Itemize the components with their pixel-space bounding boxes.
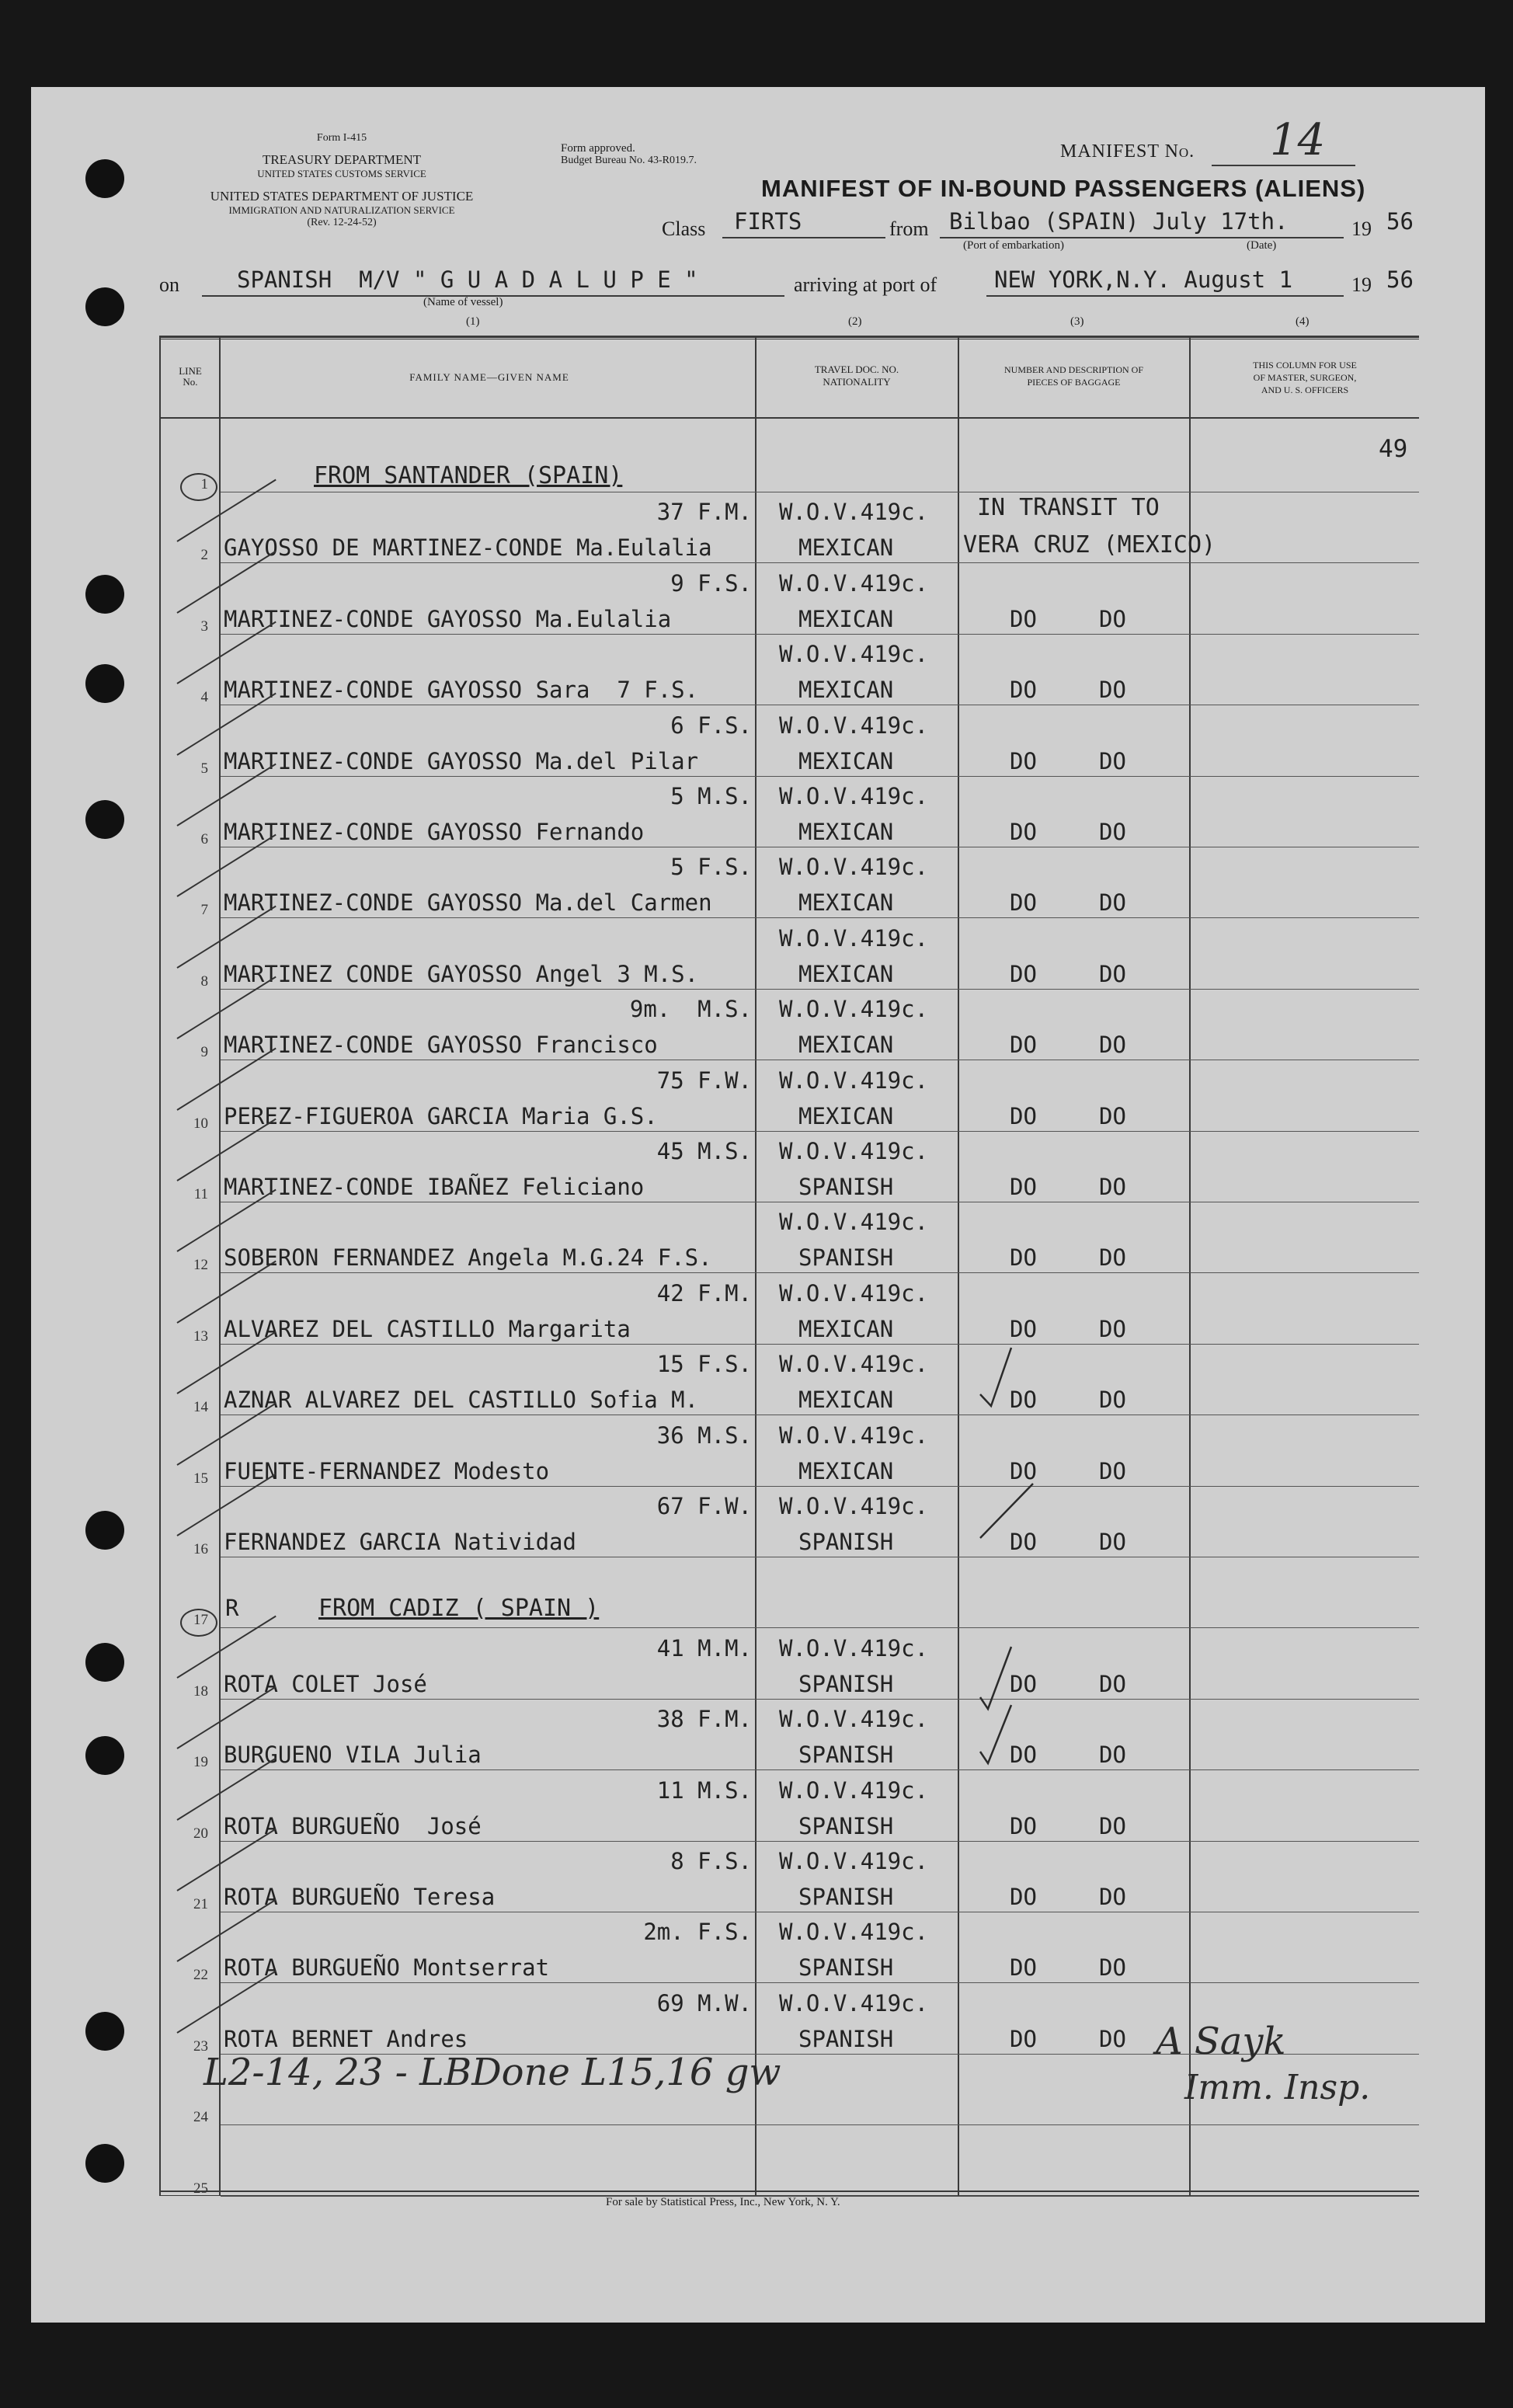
row-number: 9 — [200, 1044, 208, 1060]
section-cadiz: FROM CADIZ ( SPAIN ) — [318, 1595, 600, 1622]
vessel-caption: (Name of vessel) — [423, 296, 503, 308]
manifest-number: 14 — [1270, 115, 1326, 165]
check-mark-icon — [980, 1705, 1011, 1763]
header-no: No. — [183, 376, 198, 388]
row-number: 23 — [193, 2038, 208, 2055]
baggage-ditto-1: DO — [1010, 1244, 1037, 1271]
nationality: MEXICAN — [798, 1387, 894, 1413]
ins-service: IMMIGRATION AND NATURALIZATION SERVICE — [228, 204, 455, 216]
baggage-ditto-2: DO — [1099, 1316, 1126, 1342]
age-sex-status: 2m. F.S. — [643, 1919, 752, 1945]
nationality: SPANISH — [798, 1529, 894, 1555]
from-label: from — [889, 217, 929, 240]
baggage-ditto-2: DO — [1099, 961, 1126, 987]
passenger-name: AZNAR ALVAREZ DEL CASTILLO Sofia M. — [224, 1387, 699, 1413]
baggage-ditto-1: DO — [1010, 1671, 1037, 1697]
travel-doc: W.O.V.419c. — [779, 1280, 929, 1307]
col-num-4: (4) — [1296, 315, 1310, 328]
age-sex-status: 15 F.S. — [656, 1351, 752, 1377]
travel-doc: W.O.V.419c. — [779, 1635, 929, 1662]
baggage-ditto-2: DO — [1099, 1244, 1126, 1271]
from-value: Bilbao (SPAIN) July 17th. — [949, 208, 1289, 235]
age-sex-status: 75 F.W. — [656, 1067, 752, 1094]
nationality: SPANISH — [798, 1174, 894, 1200]
nationality: SPANISH — [798, 1813, 894, 1839]
baggage-ditto-1: DO — [1010, 1174, 1037, 1200]
travel-doc: W.O.V.419c. — [779, 1919, 929, 1945]
travel-doc: W.O.V.419c. — [779, 1422, 929, 1449]
age-sex-status: 36 M.S. — [656, 1422, 752, 1449]
nationality: MEXICAN — [798, 677, 894, 703]
passenger-name: MARTINEZ-CONDE GAYOSSO Francisco — [224, 1032, 658, 1058]
baggage-ditto-1: DO — [1010, 961, 1037, 987]
port-caption: (Port of embarkation) — [963, 239, 1064, 252]
baggage-ditto-1: DO — [1010, 819, 1037, 845]
baggage-ditto-1: DO — [1010, 748, 1037, 774]
travel-doc: W.O.V.419c. — [779, 499, 929, 525]
age-sex-status: 6 F.S. — [670, 712, 752, 739]
header-officers-3: AND U. S. OFFICERS — [1261, 385, 1349, 395]
year-value: 56 — [1386, 208, 1414, 235]
nationality: MEXICAN — [798, 606, 894, 632]
manifest-title: MANIFEST OF IN-BOUND PASSENGERS (ALIENS) — [761, 175, 1366, 202]
arrival-year: 56 — [1386, 266, 1414, 293]
baggage-ditto-2: DO — [1099, 1954, 1126, 1981]
passenger-name: MARTINEZ-CONDE GAYOSSO Fernando — [224, 819, 645, 845]
form-approved: Form approved. — [561, 142, 635, 155]
treasury-dept: TREASURY DEPARTMENT — [262, 152, 422, 167]
passenger-name: ALVAREZ DEL CASTILLO Margarita — [224, 1316, 631, 1342]
row-number: 5 — [200, 760, 208, 777]
travel-doc: W.O.V.419c. — [779, 1209, 929, 1235]
baggage-ditto-2: DO — [1099, 606, 1126, 632]
row-number: 20 — [193, 1825, 208, 1842]
row-number: 21 — [193, 1896, 208, 1912]
check-mark-icon — [980, 1484, 1033, 1538]
age-sex-status: 37 F.M. — [656, 499, 752, 525]
baggage-ditto-2: DO — [1099, 677, 1126, 703]
row-number: 11 — [193, 1186, 208, 1202]
nationality: SPANISH — [798, 1671, 894, 1697]
baggage-ditto-1: DO — [1010, 1742, 1037, 1768]
travel-doc: W.O.V.419c. — [779, 1351, 929, 1377]
class-label: Class — [662, 217, 706, 240]
nationality: SPANISH — [798, 1884, 894, 1910]
row-number: 17 — [193, 1612, 208, 1628]
travel-doc: W.O.V.419c. — [779, 996, 929, 1022]
nationality: SPANISH — [798, 2026, 894, 2052]
arrival-year-prefix: 19 — [1351, 273, 1372, 296]
travel-doc: W.O.V.419c. — [779, 641, 929, 667]
class-value: FIRTS — [734, 208, 802, 235]
manifest-no-label: MANIFEST No. — [1060, 141, 1195, 162]
baggage-ditto-2: DO — [1099, 1671, 1126, 1697]
baggage-ditto-2: DO — [1099, 2026, 1126, 2052]
age-sex-status: 67 F.W. — [656, 1493, 752, 1519]
row-number: 14 — [193, 1399, 208, 1415]
justice-dept: UNITED STATES DEPARTMENT OF JUSTICE — [210, 189, 474, 204]
header-baggage-2: PIECES OF BAGGAGE — [1027, 377, 1121, 388]
age-sex-status: 9m. M.S. — [629, 996, 752, 1022]
passenger-name: ROTA COLET José — [224, 1671, 427, 1697]
travel-doc: W.O.V.419c. — [779, 1493, 929, 1519]
baggage-ditto-1: DO — [1010, 1103, 1037, 1129]
baggage-ditto-1: DO — [1010, 1032, 1037, 1058]
arrival-port: NEW YORK,N.Y. August 1 — [994, 266, 1293, 293]
arriving-label: arriving at port of — [794, 273, 937, 296]
travel-doc: W.O.V.419c. — [779, 1067, 929, 1094]
baggage-ditto-2: DO — [1099, 1529, 1126, 1555]
row-number: 12 — [193, 1257, 208, 1273]
row-number: 10 — [193, 1115, 208, 1132]
age-sex-status: 11 M.S. — [656, 1777, 752, 1804]
baggage-ditto-1: DO — [1010, 1387, 1037, 1413]
nationality: MEXICAN — [798, 1103, 894, 1129]
travel-doc: W.O.V.419c. — [779, 783, 929, 809]
nationality: MEXICAN — [798, 534, 894, 561]
nationality: MEXICAN — [798, 819, 894, 845]
passenger-name: MARTINEZ-CONDE GAYOSSO Ma.del Pilar — [224, 748, 699, 774]
baggage-ditto-1: DO — [1010, 1316, 1037, 1342]
baggage-ditto-1: DO — [1010, 677, 1037, 703]
section-cadiz-r: R — [225, 1595, 239, 1621]
section-santander: FROM SANTANDER (SPAIN) — [314, 462, 623, 489]
age-sex-status: 45 M.S. — [656, 1138, 752, 1164]
row-number: 13 — [193, 1328, 208, 1345]
col-num-2: (2) — [848, 315, 862, 328]
baggage-ditto-2: DO — [1099, 1103, 1126, 1129]
header-baggage: NUMBER AND DESCRIPTION OF — [1003, 364, 1144, 375]
form-revision: (Rev. 12-24-52) — [307, 217, 377, 228]
passenger-name: MARTINEZ-CONDE GAYOSSO Ma.Eulalia — [224, 606, 672, 632]
baggage-ditto-2: DO — [1099, 748, 1126, 774]
travel-doc: W.O.V.419c. — [779, 925, 929, 952]
baggage-ditto-2: DO — [1099, 819, 1126, 845]
baggage-ditto-1: DO — [1010, 606, 1037, 632]
row-number: 8 — [200, 973, 208, 990]
header-name: FAMILY NAME—GIVEN NAME — [409, 371, 569, 383]
age-sex-status: 8 F.S. — [670, 1848, 752, 1874]
baggage-ditto-2: DO — [1099, 1813, 1126, 1839]
passenger-name: ROTA BERNET Andres — [224, 2026, 468, 2052]
travel-doc: W.O.V.419c. — [779, 570, 929, 597]
age-sex-status: 9 F.S. — [670, 570, 752, 597]
row-number: 19 — [193, 1754, 208, 1770]
travel-doc: W.O.V.419c. — [779, 1138, 929, 1164]
passenger-name: MARTINEZ-CONDE IBAÑEZ Feliciano — [224, 1174, 645, 1200]
age-sex-status: 5 F.S. — [670, 854, 752, 880]
budget-bureau: Budget Bureau No. 43-R019.7. — [561, 155, 697, 166]
nationality: MEXICAN — [798, 961, 894, 987]
customs-service: UNITED STATES CUSTOMS SERVICE — [257, 168, 426, 179]
travel-doc: W.O.V.419c. — [779, 1706, 929, 1732]
passenger-name: SOBERON FERNANDEZ Angela M.G.24 F.S. — [224, 1244, 712, 1271]
baggage-ditto-1: DO — [1010, 889, 1037, 916]
baggage-ditto-1: DO — [1010, 1954, 1037, 1981]
nationality: MEXICAN — [798, 1458, 894, 1484]
sale-note: For sale by Statistical Press, Inc., New York, N. Y. — [606, 2196, 840, 2208]
travel-doc: W.O.V.419c. — [779, 712, 929, 739]
row-number: 22 — [193, 1967, 208, 1983]
header-officers-2: OF MASTER, SURGEON, — [1253, 372, 1357, 383]
officer-title: Imm. Insp. — [1184, 2068, 1371, 2107]
baggage-ditto-2: DO — [1099, 1742, 1126, 1768]
row-number: 16 — [193, 1541, 208, 1557]
baggage-ditto-1: DO — [1010, 1529, 1037, 1555]
nationality: SPANISH — [798, 1244, 894, 1271]
nationality: MEXICAN — [798, 1032, 894, 1058]
travel-doc: W.O.V.419c. — [779, 854, 929, 880]
baggage-ditto-1: DO — [1010, 1458, 1037, 1484]
age-sex-status: 42 F.M. — [656, 1280, 752, 1307]
transit-note-1: IN TRANSIT TO — [977, 494, 1160, 521]
baggage-ditto-2: DO — [1099, 1032, 1126, 1058]
check-mark-icon — [980, 1348, 1011, 1406]
passenger-name: MARTINEZ-CONDE GAYOSSO Sara 7 F.S. — [224, 677, 699, 703]
officer-signature: A Sayk — [1156, 2020, 1286, 2063]
travel-doc: W.O.V.419c. — [779, 1990, 929, 2017]
age-sex-status: 69 M.W. — [656, 1990, 752, 2017]
passenger-name: FERNANDEZ GARCIA Natividad — [224, 1529, 576, 1555]
transit-note-2: VERA CRUZ (MEXICO) — [963, 531, 1216, 559]
passenger-name: MARTINEZ-CONDE GAYOSSO Ma.del Carmen — [224, 889, 712, 916]
passenger-name: ROTA BURGUEÑO José — [224, 1813, 482, 1839]
on-label: on — [159, 273, 179, 296]
row-number: 15 — [193, 1470, 208, 1487]
row-number: 6 — [200, 831, 208, 847]
row-number: 7 — [200, 902, 208, 918]
handwritten-note: L2-14, 23 - LBDone L15,16 gw — [203, 2051, 781, 2094]
col-num-3: (3) — [1070, 315, 1084, 328]
travel-doc: W.O.V.419c. — [779, 1777, 929, 1804]
baggage-ditto-2: DO — [1099, 1884, 1126, 1910]
passenger-name: ROTA BURGUEÑO Montserrat — [224, 1954, 550, 1981]
baggage-ditto-2: DO — [1099, 1458, 1126, 1484]
passenger-name: ROTA BURGUEÑO Teresa — [224, 1884, 496, 1910]
col-num-1: (1) — [466, 315, 480, 328]
row-number: 4 — [200, 689, 208, 705]
baggage-ditto-1: DO — [1010, 2026, 1037, 2052]
date-caption: (Date) — [1247, 239, 1277, 252]
nationality: MEXICAN — [798, 748, 894, 774]
travel-doc: W.O.V.419c. — [779, 1848, 929, 1874]
year-prefix: 19 — [1351, 217, 1372, 240]
baggage-ditto-1: DO — [1010, 1884, 1037, 1910]
passenger-name: MARTINEZ CONDE GAYOSSO Angel 3 M.S. — [224, 961, 699, 987]
age-sex-status: 5 M.S. — [670, 783, 752, 809]
baggage-ditto-2: DO — [1099, 1174, 1126, 1200]
check-marks — [980, 1348, 1033, 1763]
header-line: LINE — [179, 365, 202, 377]
age-sex-status: 41 M.M. — [656, 1635, 752, 1662]
baggage-ditto-2: DO — [1099, 889, 1126, 916]
age-sex-status: 38 F.M. — [656, 1706, 752, 1732]
row-number: 1 — [200, 476, 208, 492]
nationality: MEXICAN — [798, 889, 894, 916]
passenger-name: FUENTE-FERNANDEZ Modesto — [224, 1458, 550, 1484]
officer-note: 49 — [1379, 435, 1408, 463]
header-travel: TRAVEL DOC. NO. — [814, 364, 899, 375]
passenger-name: PEREZ-FIGUEROA GARCIA Maria G.S. — [224, 1103, 658, 1129]
passenger-name: BURGUENO VILA Julia — [224, 1742, 482, 1768]
nationality: MEXICAN — [798, 1316, 894, 1342]
check-mark-icon — [980, 1647, 1011, 1709]
baggage-ditto-2: DO — [1099, 1387, 1126, 1413]
header-officers: THIS COLUMN FOR USE — [1253, 360, 1357, 371]
vessel-name: SPANISH M/V " G U A D A L U P E " — [237, 266, 698, 293]
nationality: SPANISH — [798, 1742, 894, 1768]
passenger-name: GAYOSSO DE MARTINEZ-CONDE Ma.Eulalia — [224, 534, 712, 561]
row-number: 18 — [193, 1683, 208, 1700]
baggage-ditto-1: DO — [1010, 1813, 1037, 1839]
nationality: SPANISH — [798, 1954, 894, 1981]
row-number: 3 — [200, 618, 208, 635]
row-number: 2 — [200, 547, 208, 563]
row-number: 25 — [193, 2180, 208, 2197]
row-number: 24 — [193, 2109, 208, 2125]
header-nationality: NATIONALITY — [823, 376, 891, 388]
form-number: Form I-415 — [316, 132, 367, 144]
